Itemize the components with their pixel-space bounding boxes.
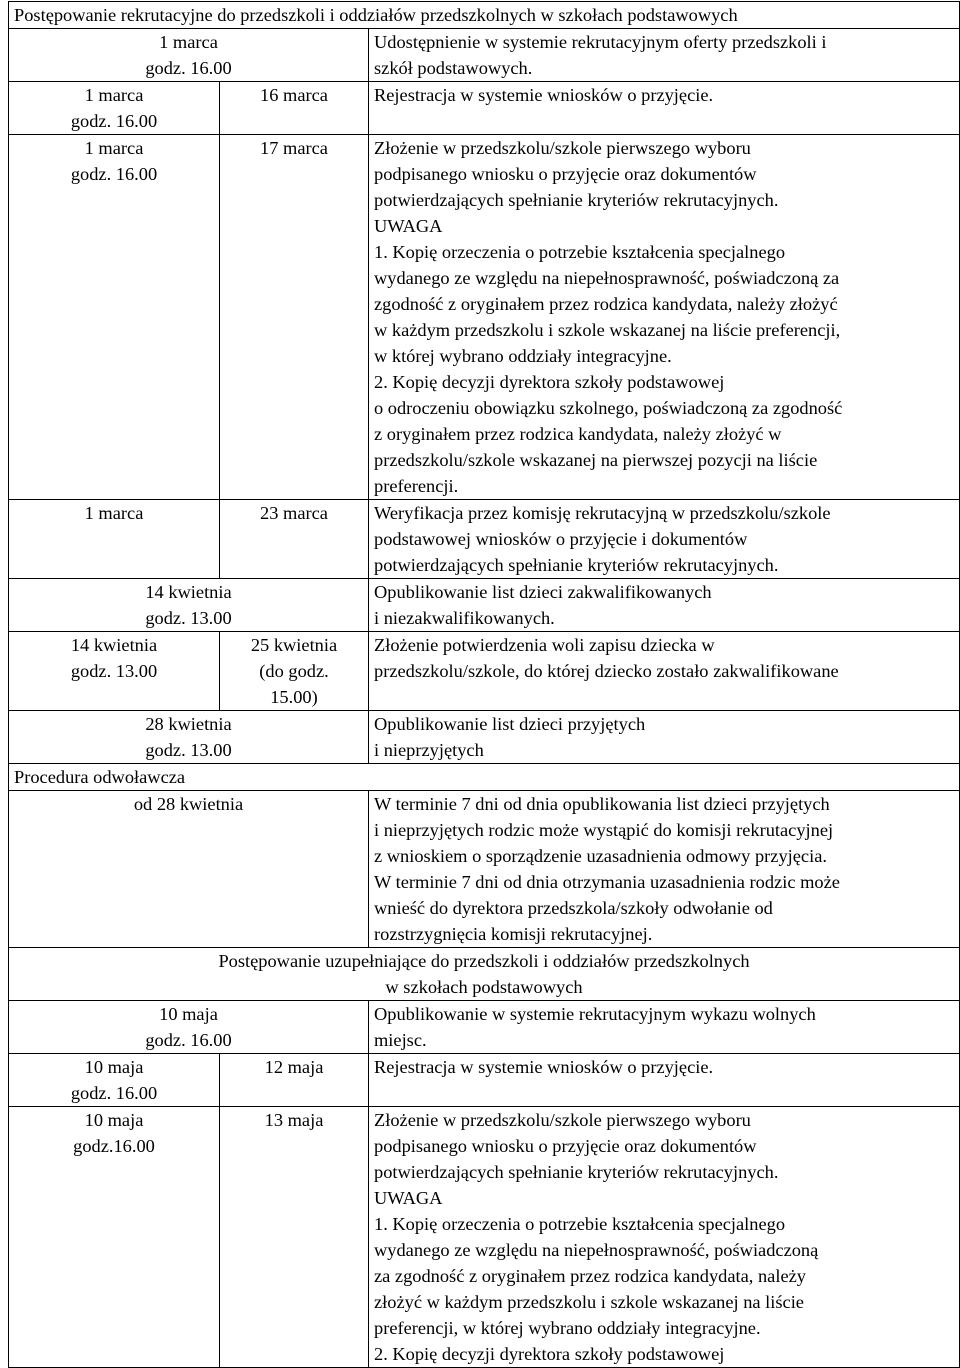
description-line: W terminie 7 dni od dnia otrzymania uzasadnienia rodzic może <box>374 872 840 892</box>
table-row <box>9 579 960 632</box>
table-row <box>9 29 960 82</box>
date-from-cell <box>9 135 220 500</box>
appeal-title: Procedura odwoławcza <box>9 764 960 791</box>
description-line: potwierdzających spełnianie kryteriów rekrutacyjnych. <box>374 555 779 575</box>
description-line: rozstrzygnięcia komisji rekrutacyjnej. <box>374 924 653 944</box>
description-line: wydanego ze względu na niepełnosprawność, poświadczoną za <box>374 268 840 288</box>
time-from: godz. 13.00 <box>145 608 232 628</box>
date-from: 14 kwietnia <box>70 635 158 655</box>
date-from-cell <box>9 579 369 632</box>
description-line: 2. Kopię decyzji dyrektora szkoły podstawowej <box>374 1344 725 1364</box>
date-from: od 28 kwietnia <box>133 794 244 814</box>
date-to: 25 kwietnia <box>250 635 338 655</box>
date-from-cell <box>9 29 369 82</box>
date-from-cell <box>9 711 369 764</box>
description-line: Opublikowanie w systemie rekrutacyjnym wykazu wolnych <box>374 1004 816 1024</box>
date-from-cell <box>9 82 220 135</box>
description-cell <box>369 1054 960 1107</box>
description-line: Rejestracja w systemie wniosków o przyjęcie. <box>374 1057 714 1077</box>
date-to: (do godz. <box>259 661 329 681</box>
description-line: wydanego ze względu na niepełnosprawność, poświadczoną <box>374 1240 819 1260</box>
description-line: z wnioskiem o sporządzenie uzasadnienia odmowy przyjęcia. <box>374 846 827 866</box>
time-from: godz. 13.00 <box>70 661 158 681</box>
date-to: 17 marca <box>260 138 328 158</box>
date-from: 10 maja <box>159 1004 218 1024</box>
description-line: Rejestracja w systemie wniosków o przyjęcie. <box>374 85 714 105</box>
description-line: podpisanego wniosku o przyjęcie oraz dokumentów <box>374 164 757 184</box>
description-line: 1. Kopię orzeczenia o potrzebie kształcenia specjalnego <box>374 242 786 262</box>
date-to-cell <box>220 500 369 579</box>
description-line: złożyć w każdym przedszkolu i szkole wskazanej na liście <box>374 1292 804 1312</box>
description-line: zgodność z oryginałem przez rodzica kandydata, należy złożyć <box>374 294 838 314</box>
description-line: i nieprzyjętych <box>374 740 484 760</box>
date-from: 1 marca <box>159 32 218 52</box>
description-line: Opublikowanie list dzieci zakwalifikowanych <box>374 582 712 602</box>
date-from-cell <box>9 1107 220 1368</box>
date-from: 14 kwietnia <box>145 582 232 602</box>
date-from: 28 kwietnia <box>145 714 232 734</box>
table-row <box>9 711 960 764</box>
section-title: Postępowanie rekrutacyjne do przedszkoli i oddziałów przedszkolnych w szkołach podstawowych <box>9 2 960 29</box>
section-title-line: Postępowanie uzupełniające do przedszkoli i oddziałów przedszkolnych <box>218 951 750 971</box>
description-line: UWAGA <box>374 1188 443 1208</box>
description-line: podpisanego wniosku o przyjęcie oraz dokumentów <box>374 1136 757 1156</box>
description-line: Złożenie w przedszkolu/szkole pierwszego wyboru <box>374 138 751 158</box>
description-line: przedszkolu/szkole wskazanej na pierwszej pozycji na liście <box>374 450 818 470</box>
description-line: preferencji, w której wybrano oddziały integracyjne. <box>374 1318 761 1338</box>
description-line: szkół podstawowych. <box>374 58 533 78</box>
description-line: Weryfikacja przez komisję rekrutacyjną w przedszkolu/szkole <box>374 503 831 523</box>
description-line: w której wybrano oddziały integracyjne. <box>374 346 672 366</box>
table-row <box>9 791 960 948</box>
recruitment-schedule-table <box>8 1 960 1368</box>
description-line: potwierdzających spełnianie kryteriów rekrutacyjnych. <box>374 190 779 210</box>
date-from-cell <box>9 1001 369 1054</box>
section-header-row <box>9 948 960 1001</box>
date-from-cell <box>9 632 220 711</box>
description-line: Opublikowanie list dzieci przyjętych <box>374 714 646 734</box>
description-line: Złożenie w przedszkolu/szkole pierwszego wyboru <box>374 1110 751 1130</box>
table-row <box>9 1107 960 1368</box>
description-line: UWAGA <box>374 216 443 236</box>
section-header-row <box>9 764 960 791</box>
date-to-cell <box>220 1107 369 1368</box>
time-from: godz. 16.00 <box>145 1030 232 1050</box>
description-line: 1. Kopię orzeczenia o potrzebie kształcenia specjalnego <box>374 1214 786 1234</box>
date-from: 10 maja <box>84 1057 144 1077</box>
date-to: 12 maja <box>264 1057 324 1077</box>
description-cell <box>369 711 960 764</box>
date-from: 1 marca <box>84 138 144 158</box>
time-from: godz. 13.00 <box>145 740 232 760</box>
date-to: 13 maja <box>264 1110 324 1130</box>
date-from-cell <box>9 1054 220 1107</box>
description-line: 2. Kopię decyzji dyrektora szkoły podstawowej <box>374 372 725 392</box>
description-cell <box>369 1001 960 1054</box>
description-cell <box>369 500 960 579</box>
description-cell <box>369 632 960 711</box>
table-row <box>9 82 960 135</box>
date-from: 10 maja <box>84 1110 144 1130</box>
date-to-cell <box>220 135 369 500</box>
date-to-cell <box>220 1054 369 1107</box>
description-line: wnieść do dyrektora przedszkola/szkoły odwołanie od <box>374 898 773 918</box>
description-line: i niezakwalifikowanych. <box>374 608 555 628</box>
description-cell <box>369 579 960 632</box>
section-title-line: w szkołach podstawowych <box>385 977 583 997</box>
description-cell <box>369 1107 960 1368</box>
description-cell <box>369 791 960 948</box>
schedule-body <box>9 2 960 1368</box>
time-from: godz. 16.00 <box>145 58 232 78</box>
table-row <box>9 632 960 711</box>
date-to: 23 marca <box>260 503 328 523</box>
description-line: za zgodność z oryginałem przez rodzica kandydata, należy <box>374 1266 806 1286</box>
table-row <box>9 500 960 579</box>
table-row <box>9 1054 960 1107</box>
time-from: godz. 16.00 <box>70 1083 158 1103</box>
date-from-cell <box>9 791 369 948</box>
description-line: Udostępnienie w systemie rekrutacyjnym oferty przedszkoli i <box>374 32 827 52</box>
description-line: w każdym przedszkolu i szkole wskazanej na liście preferencji, <box>374 320 841 340</box>
description-cell <box>369 29 960 82</box>
description-cell <box>369 135 960 500</box>
description-line: potwierdzających spełnianie kryteriów rekrutacyjnych. <box>374 1162 779 1182</box>
date-to-cell <box>220 632 369 711</box>
description-line: podstawowej wniosków o przyjęcie i dokumentów <box>374 529 748 549</box>
date-from-cell <box>9 500 220 579</box>
section-header-row <box>9 2 960 29</box>
date-to-cell <box>220 82 369 135</box>
date-from: 1 marca <box>84 503 144 523</box>
description-line: z oryginałem przez rodzica kandydata, należy złożyć w <box>374 424 782 444</box>
table-row <box>9 1001 960 1054</box>
time-from: godz.16.00 <box>73 1136 155 1156</box>
date-to: 15.00) <box>270 687 318 707</box>
section-title <box>9 948 960 1001</box>
description-line: miejsc. <box>374 1030 427 1050</box>
description-line: przedszkolu/szkole, do której dziecko zostało zakwalifikowane <box>374 661 839 681</box>
description-line: W terminie 7 dni od dnia opublikowania list dzieci przyjętych <box>374 794 830 814</box>
description-line: i nieprzyjętych rodzic może wystąpić do komisji rekrutacyjnej <box>374 820 834 840</box>
date-to: 16 marca <box>260 85 328 105</box>
description-cell <box>369 82 960 135</box>
time-from: godz. 16.00 <box>70 111 158 131</box>
table-row <box>9 135 960 500</box>
description-line: o odroczeniu obowiązku szkolnego, poświadczoną za zgodność <box>374 398 843 418</box>
description-line: preferencji. <box>374 476 459 496</box>
description-line: Złożenie potwierdzenia woli zapisu dziecka w <box>374 635 715 655</box>
time-from: godz. 16.00 <box>70 164 158 184</box>
date-from: 1 marca <box>84 85 144 105</box>
